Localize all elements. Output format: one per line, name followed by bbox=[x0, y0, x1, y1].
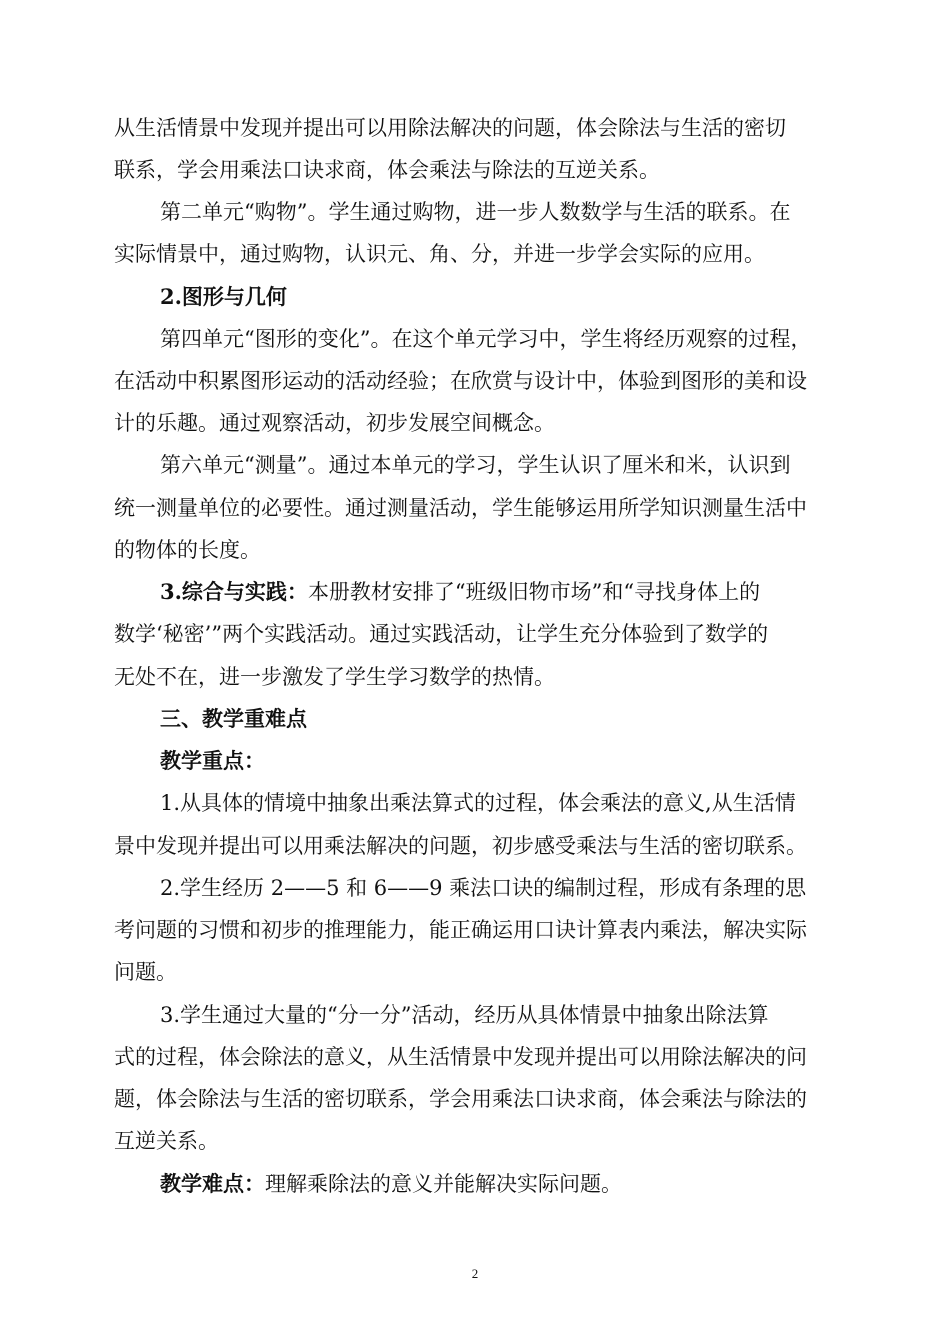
text-line: 1.从具体的情境中抽象出乘法算式的过程，体会乘法的意义,从生活情 bbox=[160, 791, 796, 815]
practice-label: 3.综合与实践： bbox=[160, 579, 308, 604]
difficulty-line bbox=[160, 1171, 854, 1197]
text-line: 式的过程，体会除法的意义，从生活情景中发现并提出可以用除法解决的问 bbox=[114, 1045, 807, 1069]
text-line: 2.学生经历 2——5 和 6——9 乘法口诀的编制过程，形成有条理的思 bbox=[160, 876, 807, 900]
text-line: 计的乐趣。通过观察活动，初步发展空间概念。 bbox=[114, 411, 555, 435]
text-line: 从生活情景中发现并提出可以用除法解决的问题，体会除法与生活的密切 bbox=[114, 116, 786, 140]
text-line: 问题。 bbox=[114, 960, 177, 984]
practice-text: 本册教材安排了“班级旧物市场”和“寻找身体上的 bbox=[307, 580, 761, 604]
text-line: 第六单元“测量”。通过本单元的学习，学生认识了厘米和米，认识到 bbox=[160, 453, 791, 477]
text-line: 在活动中积累图形运动的活动经验；在欣赏与设计中，体验到图形的美和设 bbox=[114, 369, 807, 393]
text-line: 的物体的长度。 bbox=[114, 538, 261, 562]
text-line: 题，体会除法与生活的密切联系，学会用乘法口诀求商，体会乘法与除法的 bbox=[114, 1087, 807, 1111]
page-number: 2 bbox=[471, 1266, 479, 1281]
text-line: 第二单元“购物”。学生通过购物，进一步人数数学与生活的联系。在 bbox=[160, 200, 791, 224]
text-line: 无处不在，进一步激发了学生学习数学的热情。 bbox=[114, 665, 555, 689]
text-line: 联系，学会用乘法口诀求商，体会乘法与除法的互逆关系。 bbox=[114, 158, 660, 182]
text-line: 第四单元“图形的变化”。在这个单元学习中，学生将经历观察的过程， bbox=[160, 327, 812, 351]
text-line: 考问题的习惯和初步的推理能力，能正确运用口诀计算表内乘法，解决实际 bbox=[114, 918, 807, 942]
text-line: 统一测量单位的必要性。通过测量活动，学生能够运用所学知识测量生活中 bbox=[114, 496, 807, 520]
practice-line bbox=[160, 579, 854, 605]
subsection-heading: 教学重点： bbox=[160, 748, 265, 773]
text-line: 实际情景中，通过购物，认识元、角、分，并进一步学会实际的应用。 bbox=[114, 242, 765, 266]
text-line: 景中发现并提出可以用乘法解决的问题，初步感受乘法与生活的密切联系。 bbox=[114, 834, 807, 858]
difficulty-text: 理解乘除法的意义并能解决实际问题。 bbox=[265, 1172, 622, 1196]
section-heading: 2.图形与几何 bbox=[160, 284, 287, 309]
section-heading: 三、教学重难点 bbox=[160, 706, 307, 731]
text-line: 3.学生通过大量的“分一分”活动，经历从具体情景中抽象出除法算 bbox=[160, 1003, 769, 1027]
difficulty-label: 教学难点： bbox=[160, 1171, 265, 1196]
text-line: 互逆关系。 bbox=[114, 1129, 219, 1153]
text-line: 数学‘秘密’”两个实践活动。通过实践活动，让学生充分体验到了数学的 bbox=[114, 622, 769, 646]
